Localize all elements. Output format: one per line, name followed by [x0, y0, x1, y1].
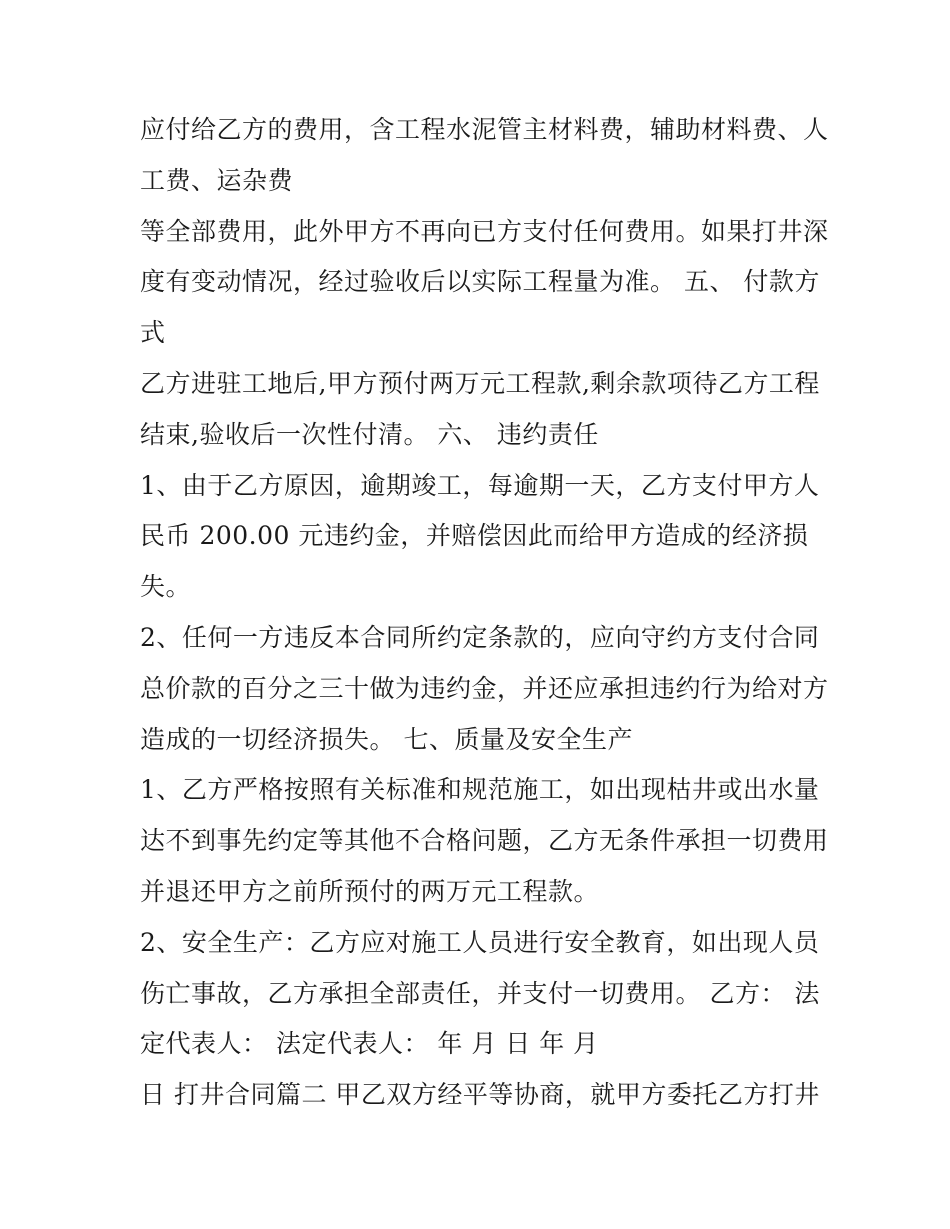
text-line: 造成的一切经济损失。 七、质量及安全生产	[140, 724, 633, 754]
text-line: 结束,验收后一次性付清。 六、 违约责任	[140, 419, 599, 449]
text-line: 达不到事先约定等其他不合格问题，乙方无条件承担一切费用	[140, 826, 829, 856]
text-line: 2、安全生产：乙方应对施工人员进行安全教育，如出现人员	[140, 927, 820, 957]
text-line: 乙方进驻工地后,甲方预付两万元工程款,剩余款项待乙方工程	[140, 368, 820, 398]
text-line: 失。	[140, 572, 192, 602]
text-line: 度有变动情况，经过验收后以实际工程量为准。 五、 付款方	[140, 267, 820, 297]
text-line: 总价款的百分之三十做为违约金，并还应承担违约行为给对方	[140, 673, 829, 703]
text-line: 工费、运杂费	[140, 165, 294, 195]
text-line: 2、任何一方违反本合同所约定条款的，应向守约方支付合同	[140, 622, 820, 652]
text-line: 式	[140, 318, 166, 348]
text-line: 等全部费用，此外甲方不再向已方支付任何费用。如果打井深	[140, 216, 829, 246]
text-line: 并退还甲方之前所预付的两万元工程款。	[140, 876, 600, 906]
text-line: 伤亡事故，乙方承担全部责任，并支付一切费用。 乙方： 法	[140, 978, 820, 1008]
text-line: 民币 200.00 元违约金，并赔偿因此而给甲方造成的经济损	[140, 521, 809, 551]
text-line: 应付给乙方的费用，含工程水泥管主材料费，辅助材料费、人	[140, 115, 829, 144]
text-line: 日 打井合同篇二 甲乙双方经平等协商，就甲方委托乙方打井	[140, 1080, 820, 1110]
text-line: 定代表人： 法定代表人： 年 月 日 年 月	[140, 1029, 599, 1059]
text-line: 1、由于乙方原因，逾期竣工，每逾期一天，乙方支付甲方人	[140, 470, 820, 500]
text-line: 1、乙方严格按照有关标准和规范施工，如出现枯井或出水量	[140, 775, 820, 805]
contract-body-text	[140, 110, 830, 1126]
